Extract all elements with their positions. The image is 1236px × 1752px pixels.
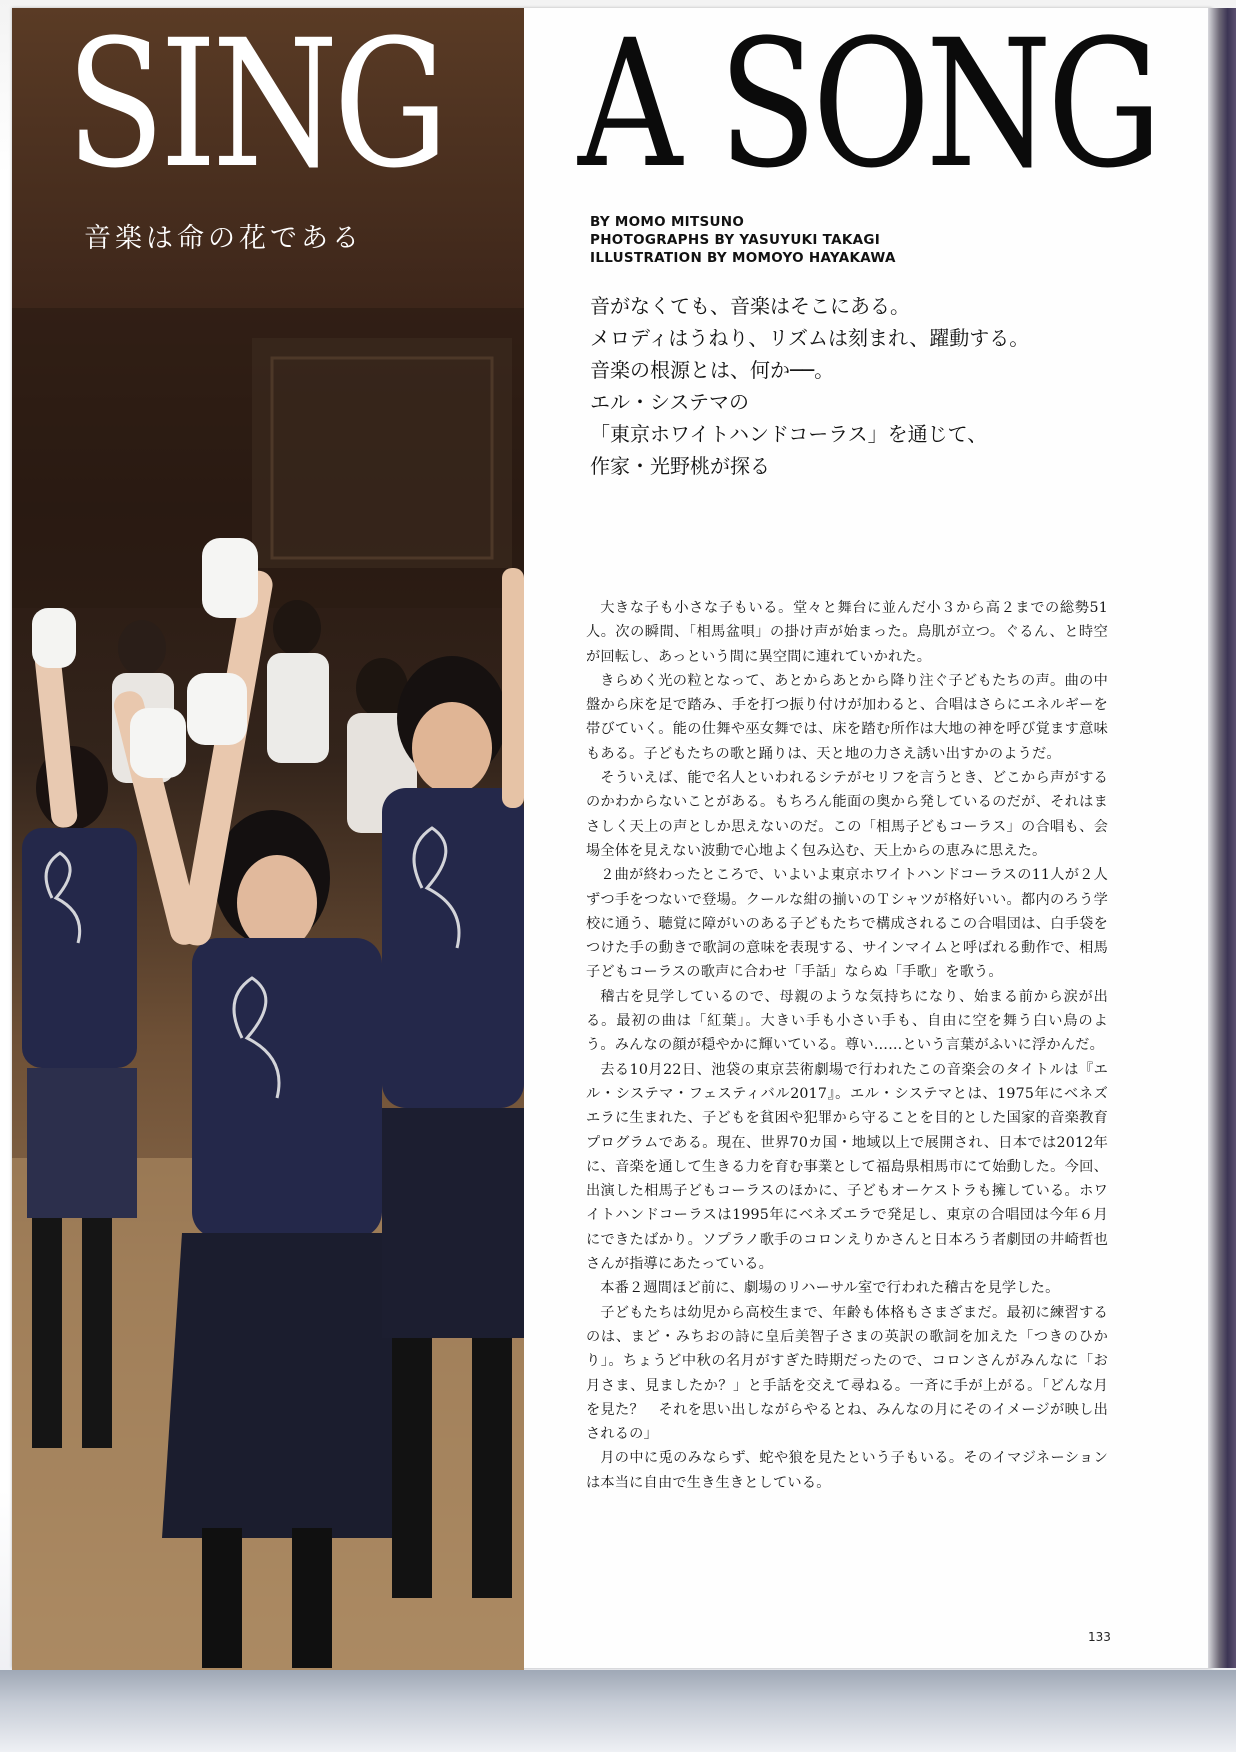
lead-line: 作家・光野桃が探る xyxy=(590,454,770,478)
body-paragraph: 子どもたちは幼児から高校生まで、年齢も体格もさまざまだ。最初に練習するのは、まど・みちおの詩に皇后美智子さまの英訳の歌詞を加えた「つきのひかり」。ちょうど中秋の名月がすぎた時期だったので、コロンさんがみんなに「お月さま、見ましたか？」と手話を交えて尋ねる。一斉に手が上がる。「どんな月を見た？ それを思い出しながらやるとね、みんなの月にそのイメージが映し出されるの」 xyxy=(586,1304,1108,1443)
lead-text xyxy=(590,290,1150,482)
lead-line: 音がなくても、音楽はそこにある。 xyxy=(590,294,910,318)
lead-line: メロディはうねり、リズムは刻まれ、躍動する。 xyxy=(590,326,1030,350)
body-paragraph: 本番２週間ほど前に、劇場のリハーサル室で行われた稽古を見学した。 xyxy=(600,1280,1060,1297)
scan-edge xyxy=(1208,8,1236,1668)
credits xyxy=(590,213,990,267)
body-paragraph: 月の中に兎のみならず、蛇や狼を見たという子もいる。そのイマジネーションは本当に自由で生き生きとしている。 xyxy=(586,1450,1108,1491)
title-sing: SING xyxy=(66,2,444,207)
body-paragraph: 大きな子も小さな子もいる。堂々と舞台に並んだ小３から高２までの総勢51人。次の瞬間、「相馬盆唄」の掛け声が始まった。鳥肌が立つ。ぐるん、と時空が回転し、あっという間に異空間に連れていかれた。 xyxy=(586,600,1108,665)
article-body xyxy=(586,596,1108,1495)
subtitle: 音楽は命の花である xyxy=(84,223,363,254)
title-a-song: A SONG xyxy=(578,2,1158,207)
body-paragraph: 稽古を見学しているので、母親のような気持ちになり、始まる前から涙が出る。最初の曲は「紅葉」。大きい手も小さい手も、自由に空を舞う白い鳥のよう。みんなの顔が穏やかに輝いている。尊い……という言葉がふいに浮かんだ。 xyxy=(586,988,1108,1054)
lead-line: エル・システマの xyxy=(590,390,749,414)
scan-bottom-edge xyxy=(0,1670,1236,1752)
body-paragraph: 去る10月22日、池袋の東京芸術劇場で行われたこの音楽会のタイトルは『エル・システマ・フェスティバル2017』。エル・システマとは、1975年にベネズエラに生まれた、子どもを貧困や犯罪から守ることを目的とした国家的音楽教育プログラムである。現在、世界70カ国・地域以上で展開され、日本では2012年に、音楽を通して生きる力を育む事業として福島県相馬市にて始動した。今回、出演した相馬子どもコーラスのほかに、子どもオーケストラも擁している。ホワイトハンドコーラスは1995年にベネズエラで発足し、東京の合唱団は今年６月にできたばかり。ソプラノ歌手のコロンえりかさんと日本ろう者劇団の井崎哲也さんが指導にあたっている。 xyxy=(586,1061,1108,1273)
choir-photo xyxy=(12,2,524,1670)
body-paragraph: そういえば、能で名人といわれるシテがセリフを言うとき、どこから声がするのかわからないことがある。もちろん能面の奥から発しているのだが、それはまさしく天上の声としか思えないのだ。この「相馬子どもコーラス」の合唱も、会場全体を見えない波動で心地よく包み込む、天上からの恵みに思えた。 xyxy=(586,770,1108,859)
body-paragraph: ２曲が終わったところで、いよいよ東京ホワイトハンドコーラスの11人が２人ずつ手をつないで登場。クールな紺の揃いのＴシャツが格好いい。都内のろう学校に通う、聴覚に障がいのある子どもたちで構成されるこの合唱団は、白手袋をつけた手の動きで歌詞の意味を表現する、サインマイムと呼ばれる動作で、相馬子どもコーラスの歌声に合わせ「手話」ならぬ「手歌」を歌う。 xyxy=(586,867,1108,981)
lead-line: 「東京ホワイトハンドコーラス」を通じて、 xyxy=(590,422,988,446)
credit-author: BY MOMO MITSUNO xyxy=(590,214,745,230)
lead-line: 音楽の根源とは、何か──。 xyxy=(590,358,835,382)
body-paragraph: きらめく光の粒となって、あとからあとから降り注ぐ子どもたちの声。曲の中盤から床を足で踏み、手を打つ振り付けが加わると、合唱はさらにエネルギーを帯びていく。能の仕舞や巫女舞では、床を踏む所作は大地の神を呼び覚ます意味もある。子どもたちの歌と踊りは、天と地の力さえ誘い出すかのようだ。 xyxy=(586,672,1108,762)
page-number: 133 xyxy=(1088,1630,1111,1644)
choir-photo-illustration xyxy=(12,2,524,1670)
credit-photographer: PHOTOGRAPHS BY YASUYUKI TAKAGI xyxy=(590,232,881,248)
credit-illustrator: ILLUSTRATION BY MOMOYO HAYAKAWA xyxy=(590,250,896,266)
